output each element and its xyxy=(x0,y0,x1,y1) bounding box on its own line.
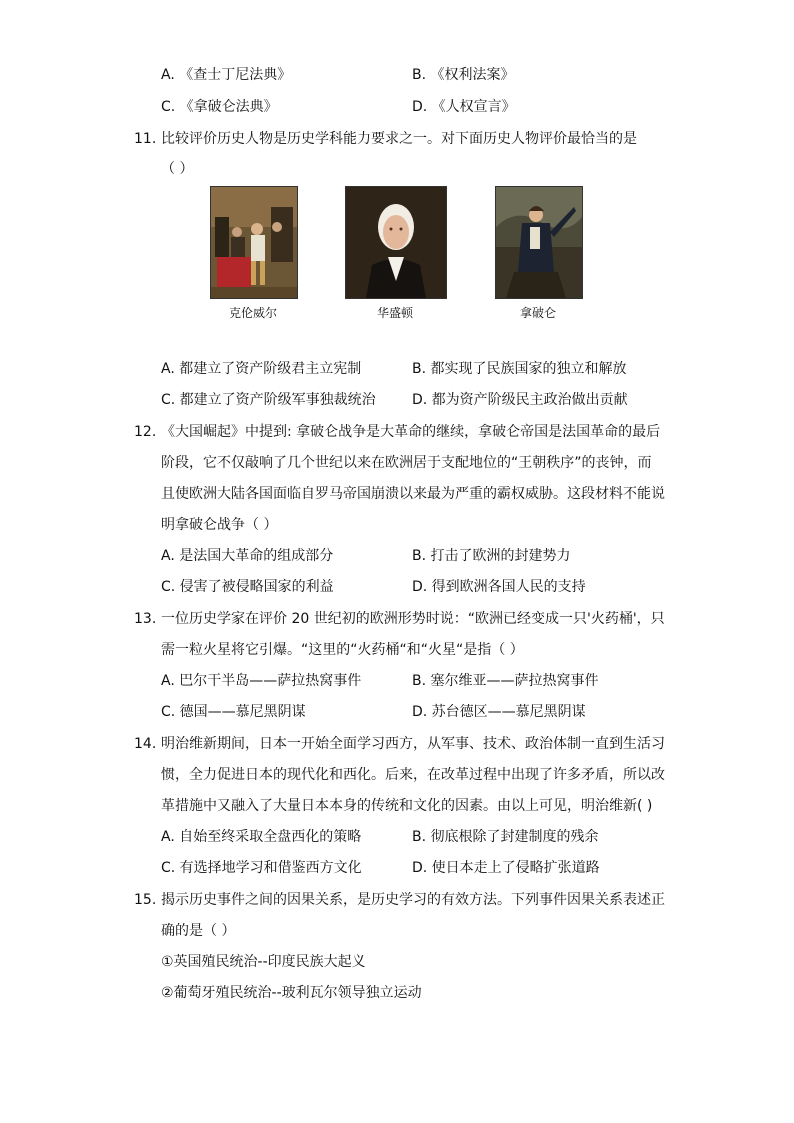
q11-number: 11. xyxy=(134,131,157,147)
q12-line1: 《大国崛起》中提到: 拿破仑战争是大革命的继续，拿破仑帝国是法国革命的最后 xyxy=(161,424,661,440)
q13-option-d: D. 苏台德区——慕尼黑阴谋 xyxy=(412,704,586,720)
q11-option-b: B. 都实现了民族国家的独立和解放 xyxy=(412,361,627,377)
q15-number: 15. xyxy=(134,892,157,908)
q12-option-d: D. 得到欧洲各国人民的支持 xyxy=(412,579,586,595)
q12-option-b: B. 打击了欧洲的封建势力 xyxy=(412,548,571,564)
q13-option-a: A. 巴尔干半岛——萨拉热窝事件 xyxy=(161,673,362,689)
q13-line1: 一位历史学家在评价 20 世纪初的欧洲形势时说：“欧洲已经变成一只'火药桶'，只 xyxy=(161,611,665,627)
q10-option-c: C. 《拿破仑法典》 xyxy=(161,99,278,115)
q11-stem-line2: （ ） xyxy=(161,161,194,177)
q14-line2: 惯，全力促进日本的现代化和西化。后来，在改革过程中出现了许多矛盾，所以改 xyxy=(161,767,665,783)
caption-cromwell: 克伦威尔 xyxy=(228,306,277,320)
napoleon-painting xyxy=(495,186,583,299)
cromwell-painting xyxy=(210,186,298,299)
q14-line1: 明治维新期间，日本一开始全面学习西方，从军事、技术、政治体制一直到生活习 xyxy=(161,736,665,752)
q12-number: 12. xyxy=(134,424,157,440)
q13-line2: 需一粒火星将它引爆。“这里的“火药桶“和“火星“是指（ ） xyxy=(161,642,524,658)
caption-washington: 华盛顿 xyxy=(376,306,413,320)
q13-option-b: B. 塞尔维亚——萨拉热窝事件 xyxy=(412,673,599,689)
q14-option-a: A. 自始至终采取全盘西化的策略 xyxy=(161,829,362,845)
q12-option-a: A. 是法国大革命的组成部分 xyxy=(161,548,334,564)
q15-statement-1: ①英国殖民统治--印度民族大起义 xyxy=(161,954,366,970)
caption-napoleon: 拿破仑 xyxy=(519,306,556,320)
q11-option-a: A. 都建立了资产阶级君主立宪制 xyxy=(161,361,362,377)
q15-line2: 确的是（ ） xyxy=(161,923,236,939)
q14-number: 14. xyxy=(134,736,157,752)
q12-line4: 明拿破仑战争（ ） xyxy=(161,517,278,533)
q12-option-c: C. 侵害了被侵略国家的利益 xyxy=(161,579,334,595)
q15-statement-2: ②葡萄牙殖民统治--玻利瓦尔领导独立运动 xyxy=(161,985,422,1001)
q14-option-c: C. 有选择地学习和借鉴西方文化 xyxy=(161,860,362,876)
q12-line2: 阶段，它不仅敲响了几个世纪以来在欧洲居于支配地位的“王朝秩序”的丧钟，而 xyxy=(161,455,652,471)
washington-portrait xyxy=(345,186,447,299)
q15-line1: 揭示历史事件之间的因果关系，是历史学习的有效方法。下列事件因果关系表述正 xyxy=(161,892,665,908)
q11-option-c: C. 都建立了资产阶级军事独裁统治 xyxy=(161,392,376,408)
q10-option-d: D. 《人权宣言》 xyxy=(412,99,516,115)
q14-option-d: D. 使日本走上了侵略扩张道路 xyxy=(412,860,600,876)
q14-option-b: B. 彻底根除了封建制度的残余 xyxy=(412,829,599,845)
q11-option-d: D. 都为资产阶级民主政治做出贡献 xyxy=(412,392,628,408)
q11-stem-line1: 比较评价历史人物是历史学科能力要求之一。对下面历史人物评价最恰当的是 xyxy=(161,131,637,147)
q10-option-a: A. 《查士丁尼法典》 xyxy=(161,67,292,83)
q13-number: 13. xyxy=(134,611,157,627)
q10-option-b: B. 《权利法案》 xyxy=(412,67,515,83)
q12-line3: 且使欧洲大陆各国面临自罗马帝国崩溃以来最为严重的霸权威胁。这段材料不能说 xyxy=(161,486,665,502)
q14-line3: 革措施中又融入了大量日本本身的传统和文化的因素。由以上可见，明治维新( ) xyxy=(161,798,653,814)
q13-option-c: C. 德国——慕尼黑阴谋 xyxy=(161,704,306,720)
